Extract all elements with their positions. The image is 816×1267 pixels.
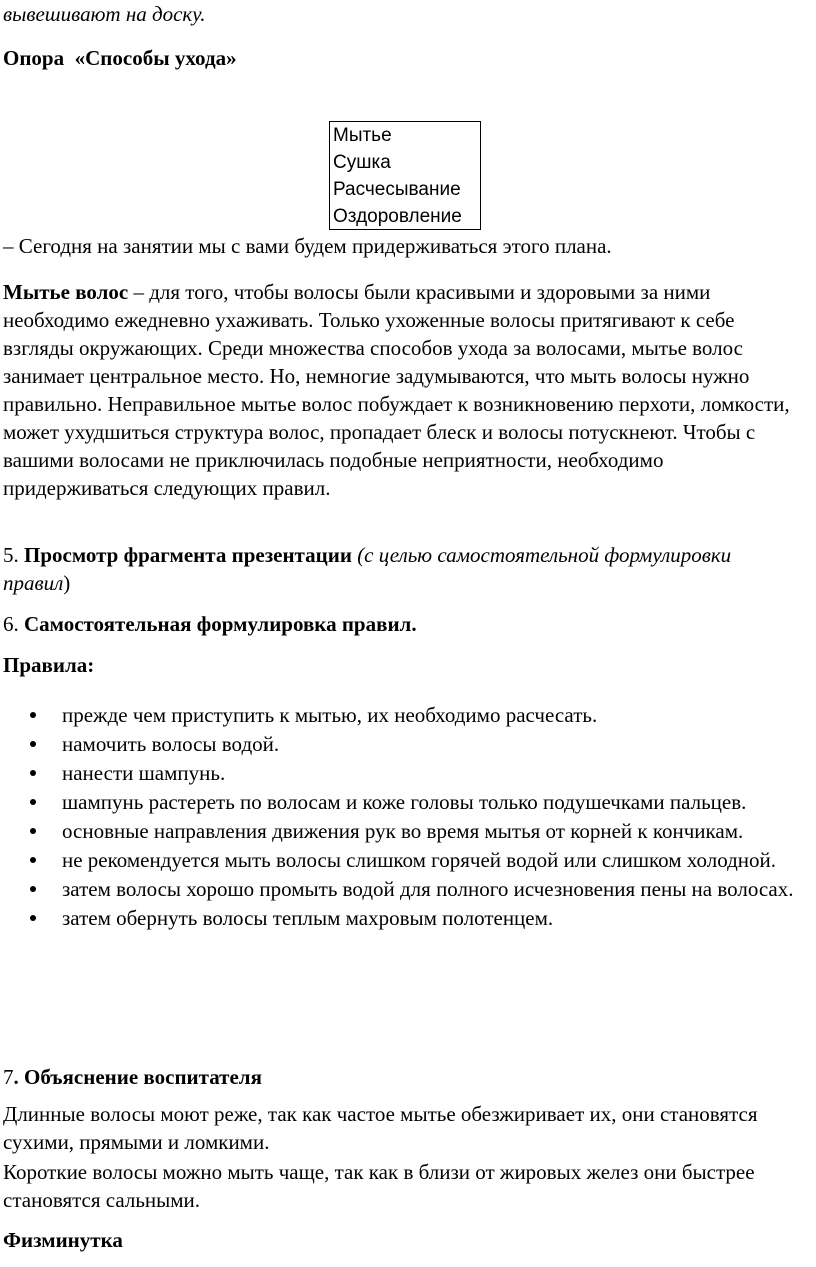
box-item-combing: Расчесывание xyxy=(333,179,461,200)
rule-text: шампунь растереть по волосам и коже головы только подушечками пальцев. xyxy=(62,790,747,814)
opora-label: Опора xyxy=(3,46,65,70)
rule-text: прежде чем приступить к мытью, их необходимо расчесать. xyxy=(62,703,598,727)
list-item xyxy=(0,730,816,758)
bullet-icon xyxy=(30,770,36,776)
care-methods-box xyxy=(329,121,481,230)
list-item xyxy=(0,846,816,874)
item-6 xyxy=(3,610,417,638)
short-hair-paragraph: Короткие волосы можно мыть чаще, так как в близи от жировых желез они быстрее становятся сальными. xyxy=(3,1160,755,1212)
list-item xyxy=(0,904,816,932)
item-6-number: 6. xyxy=(3,612,24,636)
list-item xyxy=(0,701,816,729)
item-6-bold: Самостоятельная формулировка правил. xyxy=(24,612,417,636)
fizminutka-heading: Физминутка xyxy=(3,1228,123,1252)
rules-heading: Правила: xyxy=(3,653,95,677)
item-5-number: 5. xyxy=(3,543,24,567)
item-7-number: 7 xyxy=(3,1065,14,1089)
rule-text: нанести шампунь. xyxy=(62,761,226,785)
bullet-icon xyxy=(30,857,36,863)
rule-text: основные направления движения рук во время мытья от корней к кончикам. xyxy=(62,819,744,843)
rule-text: не рекомендуется мыть волосы слишком горячей водой или слишком холодной. xyxy=(62,848,777,872)
item-5-bold: Просмотр фрагмента презентации xyxy=(24,543,352,567)
bullet-icon xyxy=(30,712,36,718)
rule-text: намочить волосы водой. xyxy=(62,732,280,756)
bullet-icon xyxy=(30,799,36,805)
long-hair-paragraph: Длинные волосы моют реже, так как частое мытье обезжиривает их, они становятся сухими, прямыми и ломкими. xyxy=(3,1102,758,1154)
item-5-italic: (с целью самостоятельной формулировки правил xyxy=(3,543,732,595)
list-item xyxy=(0,788,816,816)
washing-bold: Мытье волос xyxy=(3,280,129,304)
list-item xyxy=(0,817,816,845)
box-item-healing: Оздоровление xyxy=(333,206,462,227)
item-7-bold: . Объяснение воспитателя xyxy=(13,1065,262,1089)
rules-list xyxy=(0,701,816,933)
bullet-icon xyxy=(30,886,36,892)
washing-text: – для того, чтобы волосы были красивыми и здоровыми за ними необходимо ежедневно ухаживать. Только ухоженные волосы притягивают к себе взгляды окружающих. Среди множества способов ухода за волосами, мытье волос занимает центральное место. Но, немногие задумываются, что мыть волосы нужно правильно. Неправильное мытье волос побуждает к возникновению перхоти, ломкости, может ухудшиться структура волос, пропадает блеск и волосы потускнеют. Чтобы с вашими волосами не приключилась подобные неприятности, необходимо придерживаться следующих правил. xyxy=(3,280,790,500)
opora-title: «Способы ухода» xyxy=(74,46,237,70)
box-item-washing: Мытье xyxy=(333,125,392,146)
item-5 xyxy=(3,541,793,597)
bullet-icon xyxy=(30,828,36,834)
washing-paragraph xyxy=(3,278,793,502)
box-item-drying: Сушка xyxy=(333,152,391,173)
item-7 xyxy=(3,1063,262,1091)
opora-heading xyxy=(3,44,237,72)
bullet-icon xyxy=(30,915,36,921)
rule-text: затем волосы хорошо промыть водой для полного исчезновения пены на волосах. xyxy=(62,877,794,901)
list-item xyxy=(0,759,816,787)
bullet-icon xyxy=(30,741,36,747)
item-5-tail: ) xyxy=(63,571,71,595)
plan-line: – Сегодня на занятии мы с вами будем придерживаться этого плана. xyxy=(3,234,612,258)
intro-line: вывешивают на доску. xyxy=(3,2,206,26)
list-item xyxy=(0,875,816,903)
rule-text: затем обернуть волосы теплым махровым полотенцем. xyxy=(62,906,554,930)
